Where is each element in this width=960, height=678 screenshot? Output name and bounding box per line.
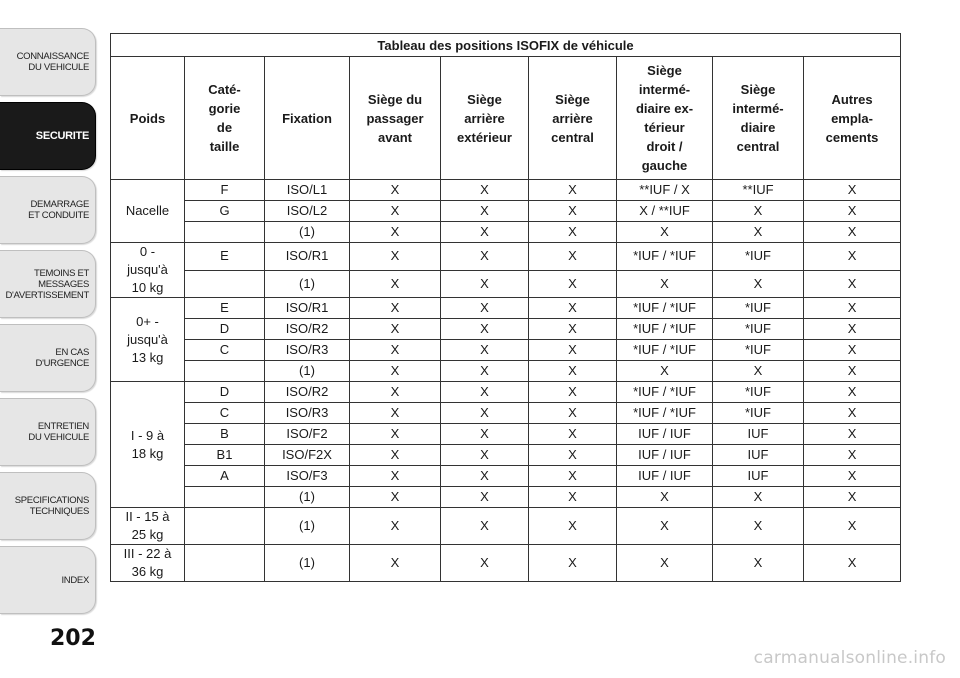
tab-label: CONNAISSANCE DU VEHICULE <box>16 51 89 73</box>
table-cell: X <box>529 180 617 201</box>
table-cell: X <box>713 508 804 545</box>
weight-class-cell: Nacelle <box>111 180 185 243</box>
tab-label: SPECIFICATIONS TECHNIQUES <box>14 495 89 517</box>
table-row <box>111 243 901 271</box>
table-cell: *IUF / *IUF <box>617 298 713 319</box>
table-cell: X <box>529 243 617 271</box>
table-cell: **IUF / X <box>617 180 713 201</box>
table-cell: D <box>185 382 265 403</box>
table-cell: X <box>529 201 617 222</box>
table-cell: X <box>441 508 529 545</box>
table-cell: X <box>804 445 901 466</box>
table-cell: X <box>713 222 804 243</box>
table-cell: X <box>804 180 901 201</box>
table-cell: X <box>350 466 441 487</box>
page-number: 202 <box>50 626 96 651</box>
column-header: Siège intermé- diaire central <box>713 57 804 180</box>
table-cell: ISO/F2 <box>265 424 350 445</box>
table-cell: X <box>350 487 441 508</box>
table-cell: X <box>804 382 901 403</box>
table-cell: ISO/L2 <box>265 201 350 222</box>
table-cell: ISO/R1 <box>265 298 350 319</box>
table-cell: F <box>185 180 265 201</box>
table-cell: X <box>441 545 529 582</box>
tab-securite[interactable] <box>0 102 96 170</box>
table-cell: X <box>350 508 441 545</box>
tab-index[interactable] <box>0 546 96 614</box>
table-cell: X <box>529 508 617 545</box>
table-cell: *IUF / *IUF <box>617 382 713 403</box>
table-cell: *IUF / *IUF <box>617 243 713 271</box>
table-cell: *IUF / *IUF <box>617 340 713 361</box>
column-header: Siège du passager avant <box>350 57 441 180</box>
isofix-positions-table <box>110 33 901 582</box>
table-cell: *IUF <box>713 382 804 403</box>
table-row <box>111 545 901 582</box>
table-cell: X <box>350 403 441 424</box>
table-cell: X <box>441 270 529 298</box>
tab-label: SECURITE <box>35 129 89 142</box>
column-header: Fixation <box>265 57 350 180</box>
table-cell: X <box>350 243 441 271</box>
table-cell: (1) <box>265 508 350 545</box>
table-row <box>111 298 901 319</box>
tab-temoins-et-messages-d-avertissement[interactable] <box>0 250 96 318</box>
table-cell: X <box>804 508 901 545</box>
table-row <box>111 382 901 403</box>
table-cell: X <box>529 319 617 340</box>
table-cell: X <box>804 340 901 361</box>
table-cell: *IUF <box>713 319 804 340</box>
table-cell: X <box>441 180 529 201</box>
table-cell: (1) <box>265 487 350 508</box>
table-cell: X <box>617 270 713 298</box>
table-row <box>111 466 901 487</box>
table-cell: (1) <box>265 361 350 382</box>
table-cell: X <box>441 361 529 382</box>
table-cell: X <box>441 243 529 271</box>
table-row <box>111 424 901 445</box>
table-cell: X <box>713 201 804 222</box>
table-cell: ISO/F3 <box>265 466 350 487</box>
table-cell: X <box>529 445 617 466</box>
tab-entretien-du-vehicule[interactable] <box>0 398 96 466</box>
table-cell: IUF <box>713 466 804 487</box>
table-cell: E <box>185 243 265 271</box>
table-cell: X <box>350 298 441 319</box>
table-cell: X <box>804 487 901 508</box>
table-cell: X <box>529 222 617 243</box>
table-cell: X <box>804 243 901 271</box>
table-cell: X <box>529 270 617 298</box>
weight-class-cell: I - 9 à 18 kg <box>111 382 185 508</box>
table-cell: X <box>713 545 804 582</box>
table-cell: X <box>529 466 617 487</box>
table-cell: X <box>804 222 901 243</box>
table-cell: X <box>350 445 441 466</box>
weight-class-cell: 0+ - jusqu'à 13 kg <box>111 298 185 382</box>
table-cell: (1) <box>265 222 350 243</box>
table-cell: X <box>713 487 804 508</box>
table-cell: X <box>350 361 441 382</box>
table-cell: *IUF <box>713 298 804 319</box>
table-cell: B1 <box>185 445 265 466</box>
table-cell: X <box>350 340 441 361</box>
table-cell: IUF / IUF <box>617 466 713 487</box>
table-cell: ISO/R2 <box>265 382 350 403</box>
table-cell: X <box>804 545 901 582</box>
table-row <box>111 487 901 508</box>
table-cell: X <box>617 508 713 545</box>
table-cell: IUF <box>713 424 804 445</box>
table-cell: X <box>350 382 441 403</box>
table-cell: X <box>441 298 529 319</box>
table-cell: X <box>529 487 617 508</box>
table-cell: X <box>529 382 617 403</box>
table-row <box>111 340 901 361</box>
table-cell: X <box>529 545 617 582</box>
weight-class-cell: III - 22 à 36 kg <box>111 545 185 582</box>
table-cell: ISO/R3 <box>265 403 350 424</box>
table-cell: X <box>441 487 529 508</box>
tab-en-cas-d-urgence[interactable] <box>0 324 96 392</box>
table-row <box>111 445 901 466</box>
column-header: Caté- gorie de taille <box>185 57 265 180</box>
table-cell: X <box>617 361 713 382</box>
table-cell: ISO/F2X <box>265 445 350 466</box>
table-cell: X <box>617 545 713 582</box>
column-header: Autres empla- cements <box>804 57 901 180</box>
table-cell: X <box>350 319 441 340</box>
table-cell <box>185 361 265 382</box>
column-header: Siège intermé- diaire ex- térieur droit / gauche <box>617 57 713 180</box>
table-row <box>111 319 901 340</box>
column-header: Siège arrière extérieur <box>441 57 529 180</box>
table-cell: A <box>185 466 265 487</box>
table-cell: X <box>529 340 617 361</box>
table-cell: X <box>804 201 901 222</box>
table-cell: X <box>529 403 617 424</box>
weight-class-cell: 0 - jusqu'à 10 kg <box>111 243 185 298</box>
table-cell: IUF / IUF <box>617 445 713 466</box>
table-row <box>111 508 901 545</box>
table-cell <box>185 545 265 582</box>
table-cell: (1) <box>265 270 350 298</box>
table-cell: X <box>804 466 901 487</box>
table-cell: ISO/R1 <box>265 243 350 271</box>
table-cell: X <box>804 298 901 319</box>
table-cell: X <box>804 361 901 382</box>
tab-label: TEMOINS ET MESSAGES D'AVERTISSEMENT <box>5 267 89 301</box>
tab-label: EN CAS D'URGENCE <box>35 347 89 369</box>
table-cell: X <box>350 222 441 243</box>
table-cell: X <box>441 340 529 361</box>
table-cell: ISO/R2 <box>265 319 350 340</box>
table-cell: X <box>617 222 713 243</box>
tab-specifications-techniques[interactable] <box>0 472 96 540</box>
table-cell: X <box>350 180 441 201</box>
table-cell: *IUF <box>713 403 804 424</box>
table-cell: X <box>529 298 617 319</box>
table-cell: B <box>185 424 265 445</box>
table-cell: X <box>350 545 441 582</box>
table-cell: X <box>441 201 529 222</box>
weight-class-cell: II - 15 à 25 kg <box>111 508 185 545</box>
table-row <box>111 180 901 201</box>
table-cell: **IUF <box>713 180 804 201</box>
column-header: Siège arrière central <box>529 57 617 180</box>
table-cell: ISO/R3 <box>265 340 350 361</box>
table-cell: *IUF / *IUF <box>617 319 713 340</box>
tab-label: INDEX <box>61 574 89 586</box>
table-cell: X <box>441 382 529 403</box>
table-cell: X <box>529 424 617 445</box>
tab-connaissance-du-vehicule[interactable] <box>0 28 96 96</box>
table-cell: IUF / IUF <box>617 424 713 445</box>
table-cell: *IUF <box>713 243 804 271</box>
table-row <box>111 403 901 424</box>
table-cell: X <box>804 403 901 424</box>
watermark: carmanualsonline.info <box>753 648 946 668</box>
table-cell: *IUF <box>713 340 804 361</box>
table-cell: X <box>441 466 529 487</box>
table-cell: *IUF / *IUF <box>617 403 713 424</box>
table-cell: (1) <box>265 545 350 582</box>
table-cell: ISO/L1 <box>265 180 350 201</box>
table-title: Tableau des positions ISOFIX de véhicule <box>111 34 901 57</box>
table-cell: G <box>185 201 265 222</box>
table-cell: X <box>713 270 804 298</box>
table-cell <box>185 222 265 243</box>
table-cell: IUF <box>713 445 804 466</box>
table-cell: X <box>804 319 901 340</box>
table-cell: X <box>617 487 713 508</box>
table-cell: X <box>713 361 804 382</box>
table-cell: X <box>441 222 529 243</box>
table-cell: X <box>441 319 529 340</box>
table-row <box>111 222 901 243</box>
table-cell: X <box>350 201 441 222</box>
table-cell: X <box>350 424 441 445</box>
table-cell: E <box>185 298 265 319</box>
table-cell: X <box>529 361 617 382</box>
table-cell: D <box>185 319 265 340</box>
tab-demarrage-et-conduite[interactable] <box>0 176 96 244</box>
table-cell <box>185 270 265 298</box>
column-header: Poids <box>111 57 185 180</box>
table-row <box>111 201 901 222</box>
tab-label: DEMARRAGE ET CONDUITE <box>28 199 89 221</box>
table-row <box>111 270 901 298</box>
table-cell: X / **IUF <box>617 201 713 222</box>
table-cell: C <box>185 340 265 361</box>
table-cell: X <box>441 445 529 466</box>
table-cell <box>185 487 265 508</box>
table-cell <box>185 508 265 545</box>
table-cell: X <box>441 403 529 424</box>
table-cell: X <box>441 424 529 445</box>
table-cell: C <box>185 403 265 424</box>
isofix-table-container <box>110 33 900 582</box>
tab-label: ENTRETIEN DU VEHICULE <box>28 421 89 443</box>
table-cell: X <box>350 270 441 298</box>
table-row <box>111 361 901 382</box>
table-cell: X <box>804 424 901 445</box>
table-cell: X <box>804 270 901 298</box>
table-header-row <box>111 57 901 180</box>
